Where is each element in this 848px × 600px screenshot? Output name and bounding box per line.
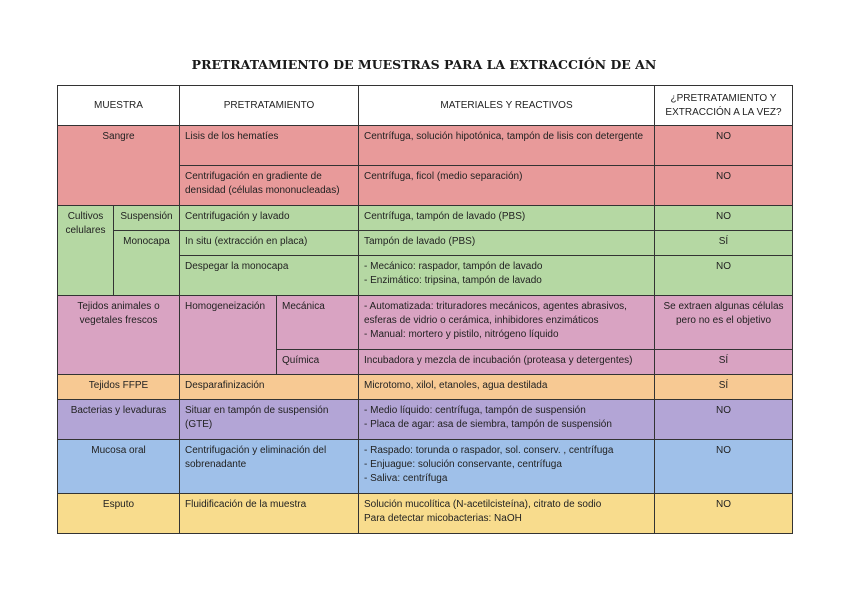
pre-cell: Desparafinización (180, 375, 359, 400)
table-row (58, 494, 793, 534)
table-row (58, 440, 793, 494)
mat-cell (359, 400, 655, 440)
mat-cell: Incubadora y mezcla de incubación (proteasa y detergentes) (359, 350, 655, 375)
answer-cell: NO (655, 166, 793, 206)
page-title: PRETRATAMIENTO DE MUESTRAS PARA LA EXTRACCIÓN DE AN (191, 57, 657, 72)
pre-cell: Despegar la monocapa (180, 256, 359, 296)
subtype-quimica: Química (277, 350, 359, 375)
mat-cell (359, 296, 655, 350)
pre-cell: Situar en tampón de suspensión (GTE) (180, 400, 359, 440)
header-pretratamiento: PRETRATAMIENTO (180, 86, 359, 126)
table-row (58, 296, 793, 350)
answer-cell: NO (655, 400, 793, 440)
answer-cell: SÍ (655, 375, 793, 400)
pre-cell: Centrifugación y eliminación del sobrenadante (180, 440, 359, 494)
mat-line: - Medio líquido: centrífuga, tampón de suspensión (364, 405, 586, 416)
mat-line: - Automatizada: trituradores mecánicos, agentes abrasivos, esferas de vidrio o cerámica, inhibidores enzimáticos (364, 301, 627, 326)
mat-line: - Enjuague: solución conservante, centrífuga (364, 459, 562, 470)
mat-line: - Manual: mortero y pistilo, nitrógeno líquido (364, 329, 559, 340)
mat-cell: Microtomo, xilol, etanoles, agua destilada (359, 375, 655, 400)
mat-line: - Placa de agar: asa de siembra, tampón de suspensión (364, 419, 612, 430)
answer-cell: NO (655, 126, 793, 166)
pre-cell: Fluidificación de la muestra (180, 494, 359, 534)
muestra-cultivos: Cultivos celulares (58, 206, 114, 296)
mat-cell: Centrífuga, ficol (medio separación) (359, 166, 655, 206)
header-muestra: MUESTRA (58, 86, 180, 126)
answer-cell: SÍ (655, 231, 793, 256)
subtype-suspension: Suspensión (114, 206, 180, 231)
answer-cell: NO (655, 440, 793, 494)
pre-cell: Centrifugación y lavado (180, 206, 359, 231)
table-row (58, 126, 793, 166)
muestra-esputo: Esputo (58, 494, 180, 534)
answer-cell: NO (655, 206, 793, 231)
mat-line: - Enzimático: tripsina, tampón de lavado (364, 275, 542, 286)
muestra-tejidos: Tejidos animales o vegetales frescos (58, 296, 180, 375)
mat-cell: Tampón de lavado (PBS) (359, 231, 655, 256)
pre-cell: In situ (extracción en placa) (180, 231, 359, 256)
table-row (58, 206, 793, 231)
pre-cell: Lisis de los hematíes (180, 126, 359, 166)
pre-homogeneizacion: Homogeneización (180, 296, 277, 375)
mat-cell: Centrífuga, solución hipotónica, tampón de lisis con detergente (359, 126, 655, 166)
muestra-ffpe: Tejidos FFPE (58, 375, 180, 400)
mat-cell: Centrífuga, tampón de lavado (PBS) (359, 206, 655, 231)
answer-cell: SÍ (655, 350, 793, 375)
header-materiales: MATERIALES Y REACTIVOS (359, 86, 655, 126)
answer-cell: NO (655, 256, 793, 296)
mat-cell (359, 256, 655, 296)
table-row (58, 400, 793, 440)
mat-line: - Raspado: torunda o raspador, sol. conserv. , centrífuga (364, 445, 614, 456)
mat-line: Solución mucolítica (N-acetilcisteína), citrato de sodio (364, 499, 602, 510)
mat-line: - Saliva: centrífuga (364, 473, 448, 484)
header-row (58, 86, 793, 126)
pretreatment-table (57, 85, 793, 534)
answer-cell: Se extraen algunas células pero no es el objetivo (655, 296, 793, 350)
table-row (58, 231, 793, 256)
muestra-sangre: Sangre (58, 126, 180, 206)
mat-cell (359, 494, 655, 534)
header-pregunta: ¿PRETRATAMIENTO Y EXTRACCIÓN A LA VEZ? (655, 86, 793, 126)
mat-line: - Mecánico: raspador, tampón de lavado (364, 261, 543, 272)
muestra-bacterias: Bacterias y levaduras (58, 400, 180, 440)
mat-cell (359, 440, 655, 494)
subtype-monocapa: Monocapa (114, 231, 180, 296)
subtype-mecanica: Mecánica (277, 296, 359, 350)
table-row (58, 375, 793, 400)
pre-cell: Centrifugación en gradiente de densidad (células mononucleadas) (180, 166, 359, 206)
mat-line: Para detectar micobacterias: NaOH (364, 513, 522, 524)
muestra-mucosa: Mucosa oral (58, 440, 180, 494)
answer-cell: NO (655, 494, 793, 534)
